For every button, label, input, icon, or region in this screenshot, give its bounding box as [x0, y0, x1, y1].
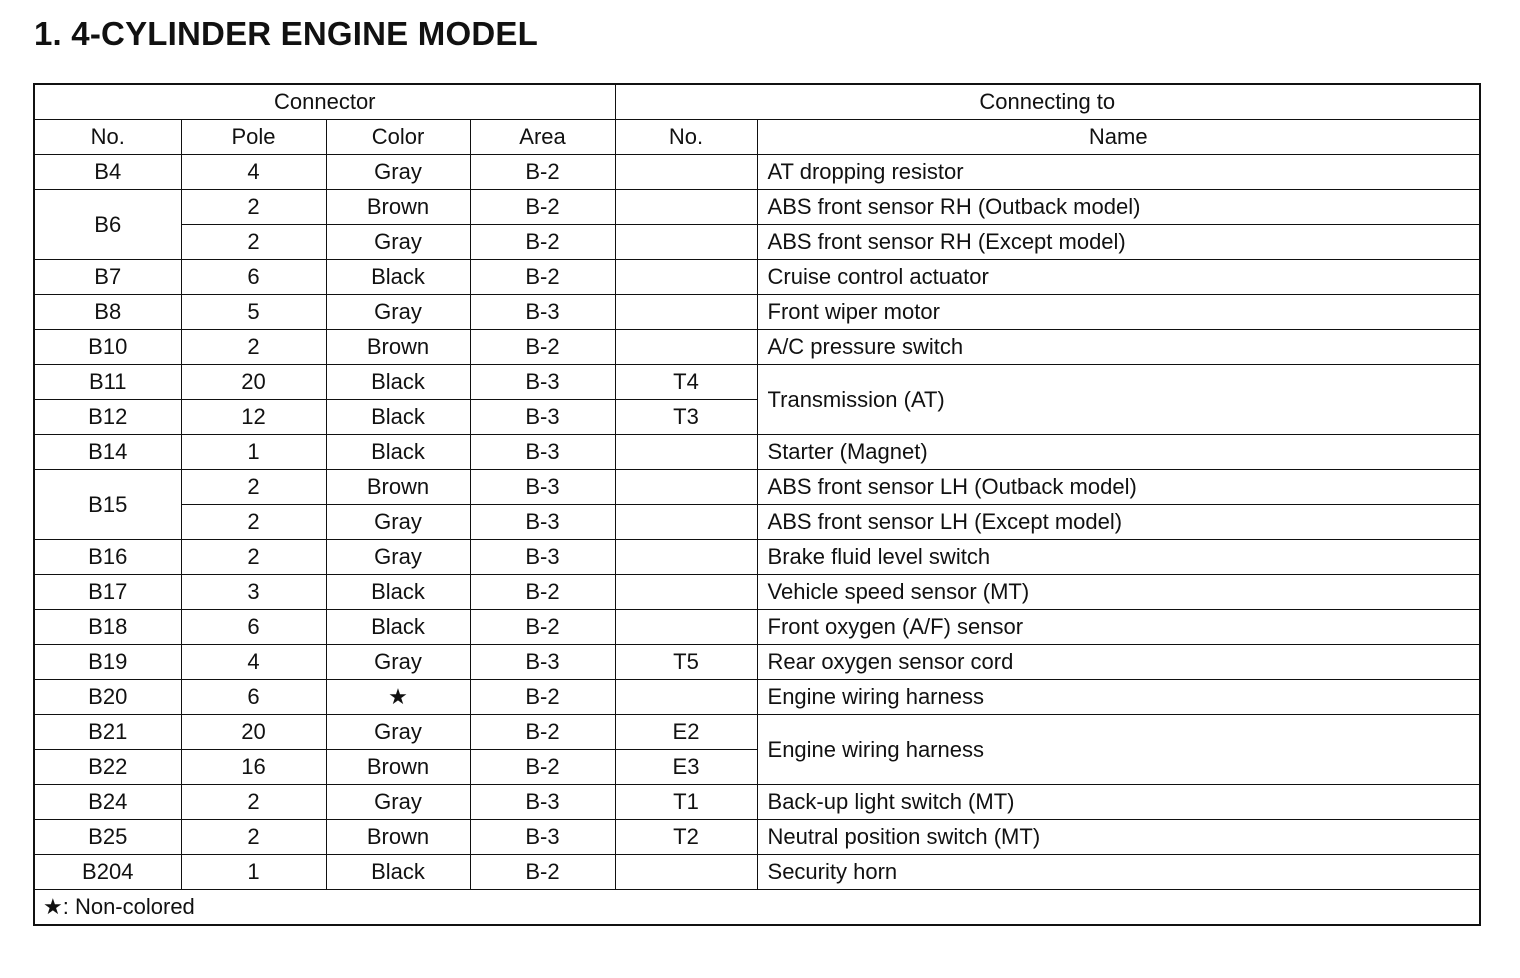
cell-to-no	[615, 680, 757, 715]
footnote-row	[34, 890, 1480, 926]
table-row	[34, 295, 1480, 330]
cell-no: B24	[34, 785, 181, 820]
cell-to-no	[615, 855, 757, 890]
cell-pole: 2	[181, 820, 326, 855]
cell-color: Gray	[326, 295, 470, 330]
footnote: ★: Non-colored	[34, 890, 1480, 926]
cell-to-no: E3	[615, 750, 757, 785]
cell-pole: 4	[181, 645, 326, 680]
cell-to-no	[615, 575, 757, 610]
cell-no: B21	[34, 715, 181, 750]
cell-color: Brown	[326, 750, 470, 785]
cell-no: B16	[34, 540, 181, 575]
cell-area: B-3	[470, 505, 615, 540]
cell-color: Gray	[326, 645, 470, 680]
cell-name: ABS front sensor LH (Except model)	[757, 505, 1480, 540]
connector-group-header: Connector	[34, 84, 615, 120]
cell-to-no: T5	[615, 645, 757, 680]
cell-pole: 2	[181, 785, 326, 820]
cell-color: Black	[326, 855, 470, 890]
cell-name: Engine wiring harness	[757, 680, 1480, 715]
cell-color: Black	[326, 260, 470, 295]
cell-to-no	[615, 610, 757, 645]
cell-pole: 20	[181, 715, 326, 750]
cell-color: Gray	[326, 225, 470, 260]
cell-no: B15	[34, 470, 181, 540]
column-header-row	[34, 120, 1480, 155]
cell-to-no	[615, 540, 757, 575]
cell-pole: 16	[181, 750, 326, 785]
cell-pole: 2	[181, 540, 326, 575]
cell-no: B12	[34, 400, 181, 435]
cell-no: B17	[34, 575, 181, 610]
cell-pole: 4	[181, 155, 326, 190]
cell-no: B4	[34, 155, 181, 190]
table-row	[34, 645, 1480, 680]
cell-color: Gray	[326, 785, 470, 820]
column-header-pole: Pole	[181, 120, 326, 155]
cell-to-no: T1	[615, 785, 757, 820]
cell-color: Black	[326, 610, 470, 645]
cell-pole: 1	[181, 855, 326, 890]
table-row	[34, 855, 1480, 890]
column-header-color: Color	[326, 120, 470, 155]
cell-name: Cruise control actuator	[757, 260, 1480, 295]
cell-to-no: T4	[615, 365, 757, 400]
cell-area: B-3	[470, 645, 615, 680]
cell-pole: 1	[181, 435, 326, 470]
page-title: 1. 4-CYLINDER ENGINE MODEL	[34, 15, 538, 52]
cell-to-no	[615, 155, 757, 190]
cell-to-no: E2	[615, 715, 757, 750]
cell-name: Brake fluid level switch	[757, 540, 1480, 575]
cell-area: B-3	[470, 435, 615, 470]
table-row	[34, 155, 1480, 190]
column-header-to-no: No.	[615, 120, 757, 155]
cell-area: B-3	[470, 540, 615, 575]
cell-name: Vehicle speed sensor (MT)	[757, 575, 1480, 610]
cell-name: ABS front sensor LH (Outback model)	[757, 470, 1480, 505]
cell-to-no	[615, 295, 757, 330]
cell-no: B22	[34, 750, 181, 785]
cell-name: Starter (Magnet)	[757, 435, 1480, 470]
cell-color: Black	[326, 365, 470, 400]
cell-area: B-2	[470, 190, 615, 225]
cell-to-no	[615, 435, 757, 470]
table-row	[34, 505, 1480, 540]
cell-to-no	[615, 190, 757, 225]
cell-color: Brown	[326, 470, 470, 505]
cell-color: Brown	[326, 330, 470, 365]
cell-name: Neutral position switch (MT)	[757, 820, 1480, 855]
table-row	[34, 190, 1480, 225]
table-row	[34, 540, 1480, 575]
cell-color: Black	[326, 435, 470, 470]
cell-area: B-2	[470, 610, 615, 645]
table-row	[34, 435, 1480, 470]
cell-area: B-2	[470, 575, 615, 610]
cell-color: Brown	[326, 820, 470, 855]
cell-no: B19	[34, 645, 181, 680]
table-row	[34, 820, 1480, 855]
table-row	[34, 330, 1480, 365]
cell-no: B20	[34, 680, 181, 715]
cell-no: B6	[34, 190, 181, 260]
cell-area: B-2	[470, 715, 615, 750]
cell-area: B-2	[470, 330, 615, 365]
cell-pole: 6	[181, 260, 326, 295]
cell-pole: 6	[181, 610, 326, 645]
cell-pole: 2	[181, 330, 326, 365]
cell-color: Gray	[326, 715, 470, 750]
column-header-no: No.	[34, 120, 181, 155]
cell-name: Front wiper motor	[757, 295, 1480, 330]
cell-name: Rear oxygen sensor cord	[757, 645, 1480, 680]
cell-area: B-3	[470, 470, 615, 505]
cell-color: Black	[326, 575, 470, 610]
cell-no: B8	[34, 295, 181, 330]
connecting-to-group-header: Connecting to	[615, 84, 1480, 120]
table-row	[34, 260, 1480, 295]
connector-table	[33, 83, 1481, 926]
cell-area: B-3	[470, 820, 615, 855]
cell-area: B-2	[470, 155, 615, 190]
cell-name: ABS front sensor RH (Except model)	[757, 225, 1480, 260]
cell-color-star-icon: ★	[326, 680, 470, 715]
cell-name: ABS front sensor RH (Outback model)	[757, 190, 1480, 225]
cell-no: B7	[34, 260, 181, 295]
group-header-row	[34, 84, 1480, 120]
cell-name: A/C pressure switch	[757, 330, 1480, 365]
cell-to-no: T3	[615, 400, 757, 435]
cell-pole: 2	[181, 470, 326, 505]
cell-pole: 6	[181, 680, 326, 715]
table-row	[34, 680, 1480, 715]
cell-area: B-2	[470, 225, 615, 260]
cell-color: Black	[326, 400, 470, 435]
cell-name: Transmission (AT)	[757, 365, 1480, 435]
cell-name: Engine wiring harness	[757, 715, 1480, 785]
table-row	[34, 785, 1480, 820]
cell-pole: 2	[181, 225, 326, 260]
cell-name: AT dropping resistor	[757, 155, 1480, 190]
table-row	[34, 575, 1480, 610]
cell-pole: 2	[181, 505, 326, 540]
cell-no: B18	[34, 610, 181, 645]
cell-area: B-2	[470, 260, 615, 295]
cell-to-no	[615, 225, 757, 260]
cell-to-no	[615, 260, 757, 295]
cell-no: B14	[34, 435, 181, 470]
cell-area: B-3	[470, 295, 615, 330]
cell-pole: 20	[181, 365, 326, 400]
cell-area: B-2	[470, 855, 615, 890]
table-row	[34, 715, 1480, 750]
cell-pole: 2	[181, 190, 326, 225]
cell-name: Front oxygen (A/F) sensor	[757, 610, 1480, 645]
cell-color: Brown	[326, 190, 470, 225]
cell-area: B-3	[470, 365, 615, 400]
cell-pole: 3	[181, 575, 326, 610]
table-row	[34, 225, 1480, 260]
cell-name: Security horn	[757, 855, 1480, 890]
cell-area: B-3	[470, 785, 615, 820]
cell-area: B-3	[470, 400, 615, 435]
cell-to-no	[615, 470, 757, 505]
cell-area: B-2	[470, 750, 615, 785]
cell-no: B10	[34, 330, 181, 365]
table-row	[34, 470, 1480, 505]
cell-no: B11	[34, 365, 181, 400]
table-row	[34, 365, 1480, 400]
cell-to-no	[615, 330, 757, 365]
table-row	[34, 610, 1480, 645]
cell-name: Back-up light switch (MT)	[757, 785, 1480, 820]
cell-color: Gray	[326, 155, 470, 190]
cell-to-no	[615, 505, 757, 540]
cell-pole: 12	[181, 400, 326, 435]
cell-color: Gray	[326, 540, 470, 575]
cell-no: B25	[34, 820, 181, 855]
column-header-area: Area	[470, 120, 615, 155]
cell-pole: 5	[181, 295, 326, 330]
cell-area: B-2	[470, 680, 615, 715]
cell-to-no: T2	[615, 820, 757, 855]
column-header-name: Name	[757, 120, 1480, 155]
cell-color: Gray	[326, 505, 470, 540]
cell-no: B204	[34, 855, 181, 890]
